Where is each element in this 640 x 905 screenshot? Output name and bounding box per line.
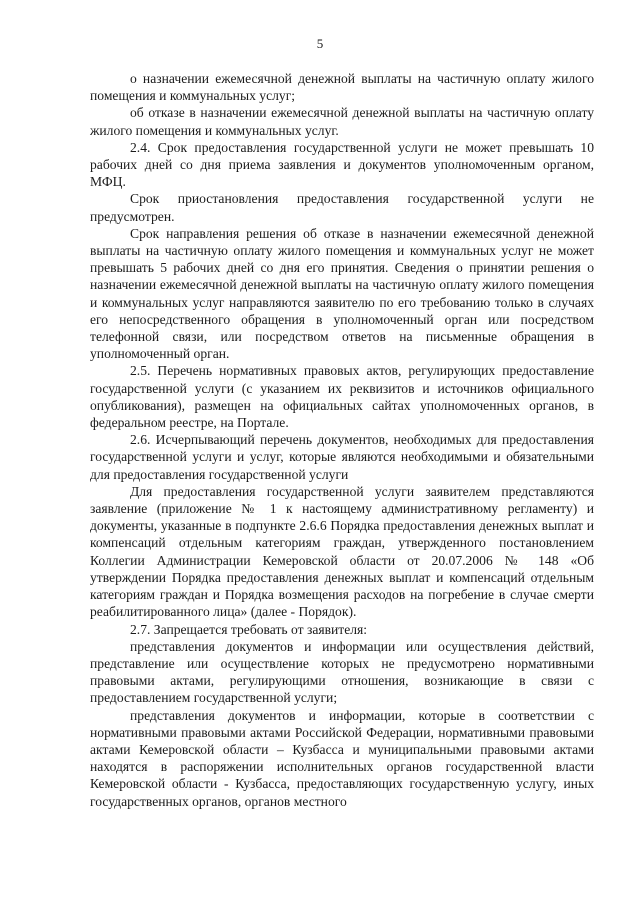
page-number: 5 xyxy=(316,36,324,51)
paragraph-2-6-documents: 2.6. Исчерпывающий перечень документов, необходимых для предоставления государственной услуги и услуг, которые являются необходимыми и обязательными для предоставления государственной услуги xyxy=(90,432,594,482)
paragraph-2-7-prohibited: 2.7. Запрещается требовать от заявителя: xyxy=(130,621,368,637)
paragraph-2-5-legal-acts: 2.5. Перечень нормативных правовых актов, регулирующих предоставление государственной услуги (с указанием их реквизитов и источников официального опубликования), размещен на официальных сайтах уполномоченных органов, в федеральном реестре, на Портале. xyxy=(90,363,594,431)
paragraph-prohibited-item-2: представления документов и информации, которые в соответствии с нормативными правовыми актами Российской Федерации, нормативными правовыми актами Кемеровской области – Кузбасса и муниципальными правовыми актами находятся в распоряжении исполнительных органов государственной власти Кемеровской области - Кузбасса, предоставляющих государственную услугу, иных государственных органов, органов местного xyxy=(90,707,594,809)
paragraph-prohibited-item-1: представления документов и информации или осуществления действий, представление или осуществление которых не предусмотрено нормативными правовыми актами, регулирующими отношения, возникающие в связи с предоставлением государственной услуги; xyxy=(90,638,594,706)
paragraph-required-documents: Для предоставления государственной услуги заявителем представляются заявление (приложение № 1 к настоящему административному регламенту) и документы, указанные в подпункте 2.6.6 Порядка предоставления денежных выплат и компенсаций отдельным категориям граждан, утвержденного постановлением Коллегии Администрации Кемеровской области от 20.07.2006 № 148 «Об утверждении Порядка предоставления денежных выплат и компенсаций отдельным категориям граждан и Порядка возмещения расходов на погребение в случае смерти реабилитированного лица» (далее - Порядок). xyxy=(90,483,594,620)
paragraph-2-4-term: 2.4. Срок предоставления государственной услуги не может превышать 10 рабочих дней со дня приема заявления и документов уполномоченным органом, МФЦ. xyxy=(90,139,594,190)
document-body xyxy=(90,70,594,810)
paragraph-decision-grant: о назначении ежемесячной денежной выплаты на частичную оплату жилого помещения и коммунальных услуг; xyxy=(90,71,594,104)
paragraph-suspension-term: Срок приостановления предоставления государственной услуги не предусмотрен. xyxy=(90,191,594,224)
paragraph-decision-refusal: об отказе в назначении ежемесячной денежной выплаты на частичную оплату жилого помещения и коммунальных услуг. xyxy=(90,105,594,138)
paragraph-refusal-notice-term: Срок направления решения об отказе в назначении ежемесячной денежной выплаты на частичную оплату жилого помещения и коммунальных услуг не может превышать 5 рабочих дней со дня его принятия. Сведения о принятии решения о назначении ежемесячной денежной выплаты на частичную оплату жилого помещения и коммунальных услуг направляются заявителю по его требованию только в случаях его непосредственного обращения в уполномоченный орган или посредством телефонной связи, или посредством ответов на письменные обращения в уполномоченный орган. xyxy=(90,225,594,362)
